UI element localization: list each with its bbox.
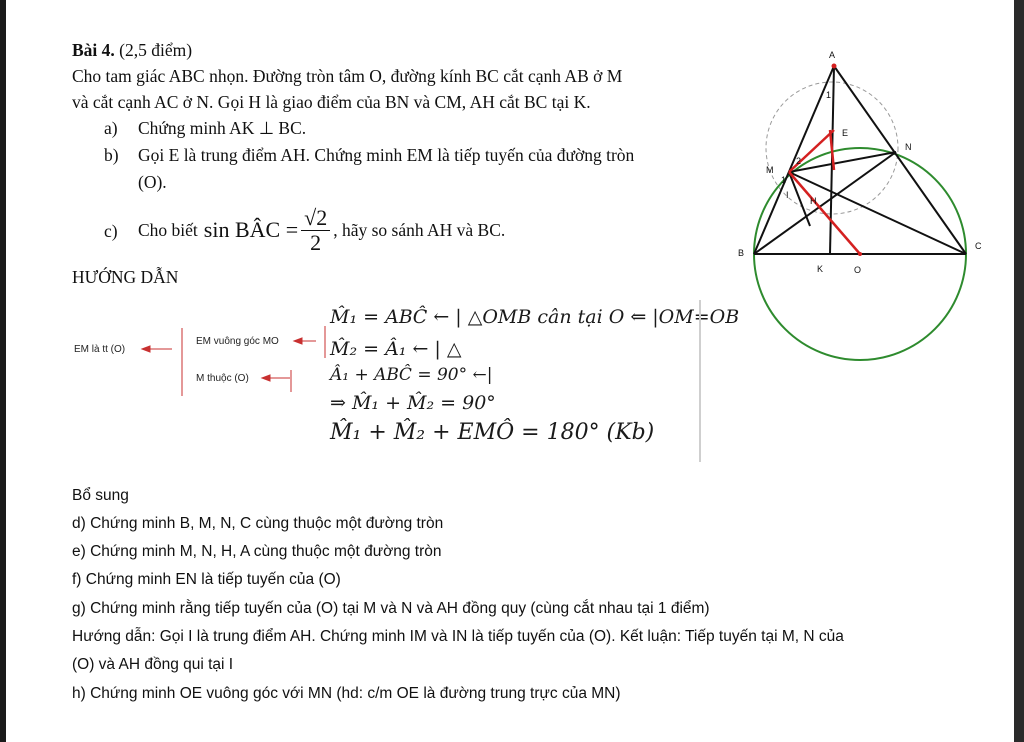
point-o-dot <box>858 252 862 256</box>
label-c: C <box>975 241 982 251</box>
supplement-d: d) Chứng minh B, M, N, C cùng thuộc một đường tròn <box>72 515 444 532</box>
part-c-label: c) <box>104 221 118 241</box>
hand-line3: Â₁ + ABĈ = 90° ←| <box>330 365 493 385</box>
problem-points: (2,5 điểm) <box>119 40 193 60</box>
label-b: B <box>738 248 745 258</box>
hand-line1: M̂₁ = ABĈ ← | △OMB cân tại O ⇐ |OM=OB <box>330 306 740 328</box>
part-b-label: b) <box>104 145 119 165</box>
supplement-hint-line2: (O) và AH đồng qui tại I <box>72 656 234 673</box>
hand-line4: ⇒ M̂₁ + M̂₂ = 90° <box>330 392 496 414</box>
guide-em-tt: EM là tt (O) <box>74 344 126 355</box>
label-one-a: 1 <box>826 90 832 100</box>
arrow-head-em-perp <box>294 338 302 344</box>
part-b-text-line1: Gọi E là trung điểm AH. Chứng minh EM là tiếp tuyến của đường tròn <box>138 145 635 165</box>
supplement-f: f) Chứng minh EN là tiếp tuyến của (O) <box>72 571 341 588</box>
geometry-figure <box>738 50 982 360</box>
segment-mn <box>789 152 896 172</box>
arrow-head-em-tt <box>142 346 150 352</box>
problem-title: Bài 4. <box>72 40 115 60</box>
guide-heading: HƯỚNG DẪN <box>72 267 179 287</box>
hand-line5: M̂₁ + M̂₂ + EMÔ = 180° (Kb) <box>330 420 655 445</box>
guide-arrows <box>142 326 325 396</box>
label-i: I <box>786 190 789 200</box>
guide-em-perp: EM vuông góc MO <box>196 336 279 347</box>
hand-line2: M̂₂ = Â₁ ← | △ <box>330 338 462 360</box>
part-a-text: Chứng minh AK ⊥ BC. <box>138 118 307 138</box>
part-a-label: a) <box>104 118 118 138</box>
label-m: M <box>766 165 774 175</box>
label-h: H <box>810 196 817 206</box>
label-two-m: 2 <box>796 156 802 166</box>
supplement-e: e) Chứng minh M, N, H, A cùng thuộc một đường tròn <box>72 543 442 560</box>
supplement-heading: Bổ sung <box>72 487 129 504</box>
problem-intro-line2: và cắt cạnh AC ở N. Gọi H là giao điểm của BN và CM, AH cắt BC tại K. <box>72 92 591 112</box>
part-c-numerator: √2 <box>301 206 330 231</box>
label-e: E <box>842 128 849 138</box>
point-a-dot <box>832 64 837 69</box>
supplement-hint-line1: Hướng dẫn: Gọi I là trung điểm AH. Chứng minh IM và IN là tiếp tuyến của (O). Kết luận: Tiếp tuyến tại M, N của <box>72 628 844 645</box>
part-c-sin: sin BÂC = <box>203 217 299 242</box>
part-b-text-line2: (O). <box>138 172 167 192</box>
label-a: A <box>829 50 836 60</box>
label-k: K <box>817 264 824 274</box>
problem-intro-line1: Cho tam giác ABC nhọn. Đường tròn tâm O, đường kính BC cắt cạnh AB ở M <box>72 66 623 86</box>
label-one-m: 1 <box>781 175 787 185</box>
part-c-prefix: Cho biết <box>138 220 198 240</box>
supplement-g: g) Chứng minh rằng tiếp tuyến của (O) tại M và N và AH đồng quy (cùng cắt nhau tại 1 điểm) <box>72 600 710 617</box>
part-c-suffix: , hãy so sánh AH và BC. <box>333 220 506 240</box>
part-c-denominator: 2 <box>310 229 322 255</box>
label-n: N <box>905 142 912 152</box>
supplement-h: h) Chứng minh OE vuông góc với MN (hd: c/m OE là đường trung trực của MN) <box>72 685 621 702</box>
label-o: O <box>854 265 862 275</box>
arrow-head-m-on-o <box>262 375 270 381</box>
guide-m-on-o: M thuộc (O) <box>196 373 249 384</box>
